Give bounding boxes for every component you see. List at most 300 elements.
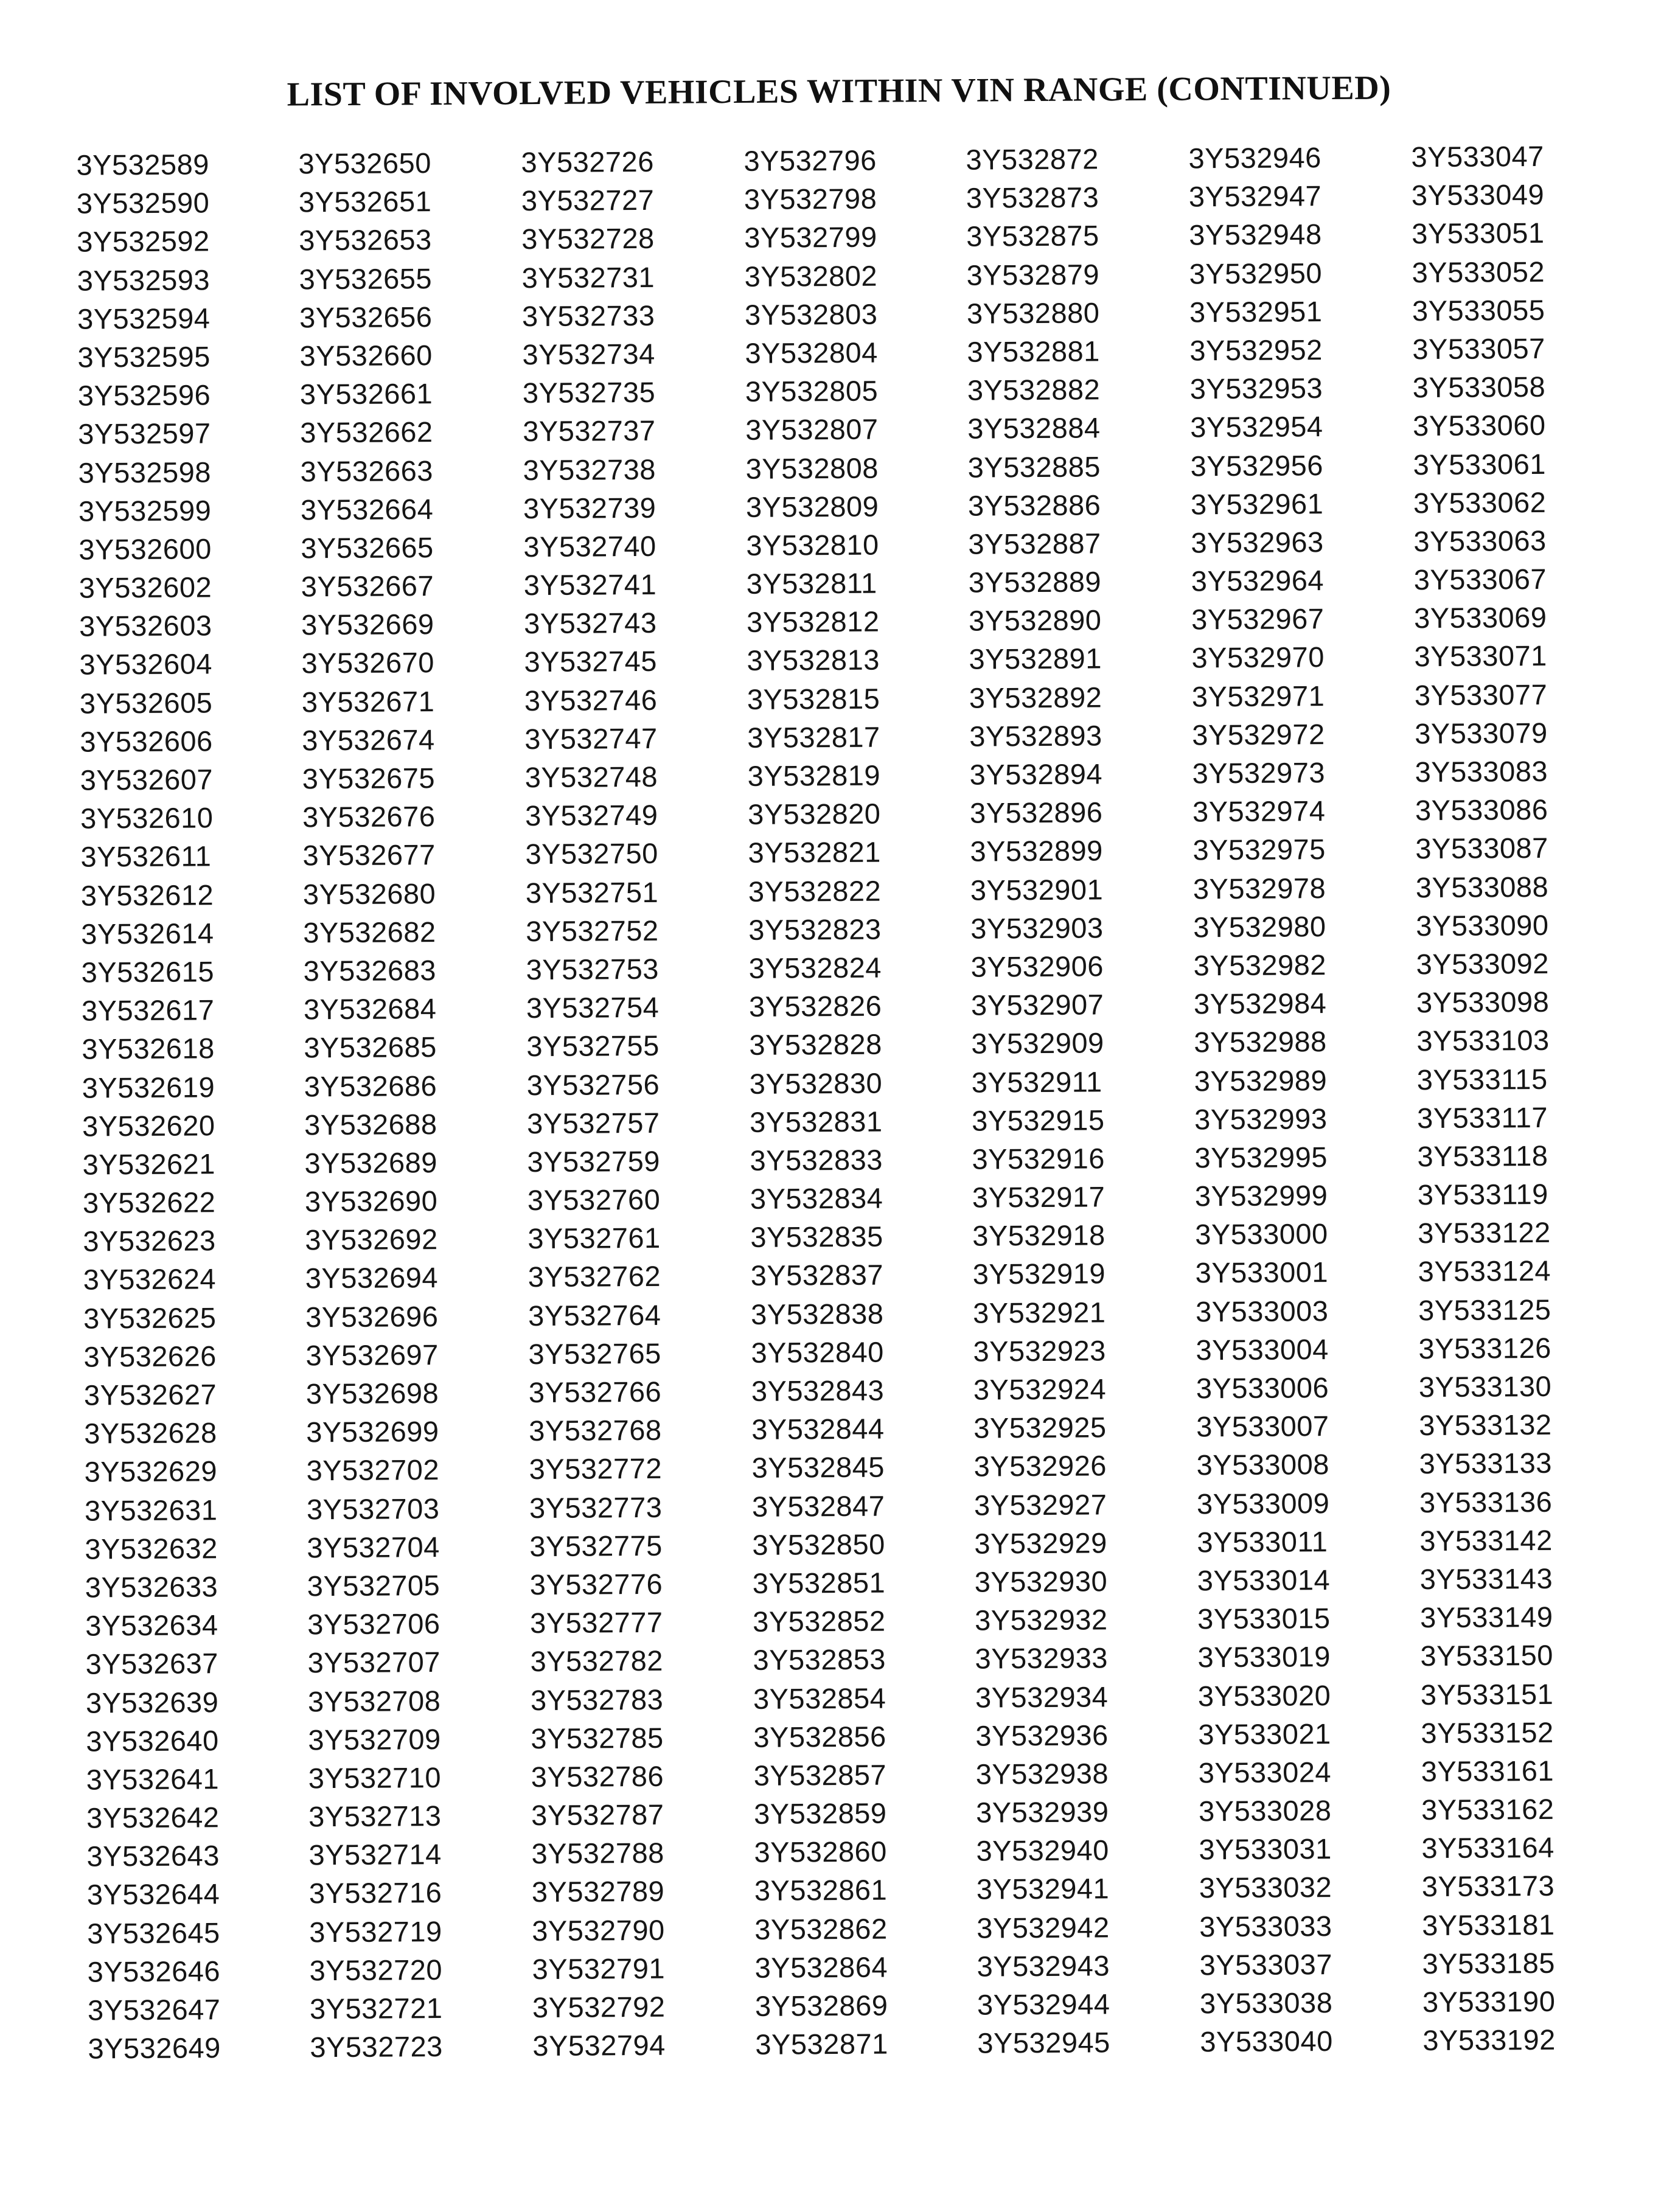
vin-entry: 3Y532973 (1192, 756, 1326, 790)
vin-entry: 3Y532663 (300, 454, 434, 487)
vin-entry: 3Y532655 (299, 262, 433, 295)
vin-entry: 3Y533086 (1415, 793, 1548, 827)
vin-entry: 3Y532685 (304, 1031, 437, 1064)
vin-entry: 3Y533164 (1421, 1831, 1554, 1865)
vin-entry: 3Y532656 (299, 300, 433, 334)
vin-entry: 3Y532590 (76, 186, 210, 220)
vin-entry: 3Y532628 (84, 1416, 217, 1450)
vin-entry: 3Y532710 (308, 1761, 442, 1795)
vin-entry: 3Y533037 (1199, 1947, 1333, 1981)
vin-entry: 3Y533083 (1415, 754, 1548, 788)
vin-entry: 3Y532661 (299, 377, 433, 411)
vin-entry: 3Y533001 (1195, 1256, 1329, 1289)
vin-entry: 3Y532894 (969, 757, 1103, 791)
vin-entry: 3Y532808 (745, 451, 879, 485)
vin-entry: 3Y533161 (1421, 1754, 1554, 1788)
vin-entry: 3Y532757 (527, 1106, 660, 1139)
vin-entry: 3Y532872 (966, 142, 1099, 176)
vin-entry: 3Y533011 (1197, 1525, 1328, 1559)
vin-entry: 3Y532773 (529, 1490, 663, 1524)
vin-entry: 3Y532637 (85, 1647, 219, 1680)
vin-entry: 3Y532901 (970, 872, 1104, 906)
vin-entry: 3Y532703 (306, 1492, 440, 1525)
vin-entry: 3Y532706 (307, 1607, 440, 1641)
vin-entry: 3Y532756 (526, 1068, 660, 1101)
vin-entry: 3Y532963 (1191, 525, 1324, 559)
vin-entry: 3Y533069 (1413, 601, 1547, 635)
vin-entry: 3Y532941 (976, 1872, 1110, 1906)
vin-entry: 3Y532789 (531, 1875, 665, 1908)
vin-entry: 3Y532918 (972, 1219, 1105, 1252)
vin-entry: 3Y532830 (749, 1066, 883, 1100)
vin-entry: 3Y532850 (752, 1528, 885, 1561)
vin-entry: 3Y533133 (1419, 1447, 1553, 1480)
vin-entry: 3Y532677 (302, 838, 436, 872)
vin-entry: 3Y532726 (521, 145, 655, 179)
vin-entry: 3Y533087 (1415, 832, 1548, 865)
vin-entry: 3Y533014 (1197, 1563, 1331, 1597)
vin-entry: 3Y532605 (79, 686, 213, 720)
vin-entry: 3Y532843 (751, 1374, 885, 1407)
vin-entry: 3Y532785 (531, 1721, 664, 1755)
vin-entry: 3Y533057 (1412, 332, 1545, 366)
vin-entry: 3Y533136 (1419, 1485, 1553, 1518)
vin-entry: 3Y533118 (1417, 1139, 1548, 1173)
vin-entry: 3Y532782 (530, 1644, 664, 1678)
vin-entry: 3Y532728 (521, 222, 655, 256)
vin-entry: 3Y532684 (303, 992, 437, 1026)
vin-entry: 3Y533067 (1413, 562, 1547, 596)
vin-entry: 3Y532794 (532, 2028, 666, 2062)
vin-entry: 3Y532786 (531, 1759, 664, 1793)
vin-entry: 3Y532776 (529, 1567, 663, 1601)
vin-entry: 3Y532880 (966, 296, 1100, 330)
vin-entry: 3Y532879 (966, 257, 1100, 291)
vin-entry: 3Y533150 (1420, 1639, 1554, 1672)
vin-entry: 3Y533020 (1197, 1678, 1331, 1712)
vin-entry: 3Y533007 (1196, 1410, 1329, 1443)
vin-entry: 3Y532975 (1192, 833, 1326, 866)
vin-entry: 3Y532595 (77, 340, 211, 374)
vin-entry: 3Y532720 (309, 1953, 443, 1987)
vin-entry: 3Y532889 (968, 565, 1102, 599)
vin-entry: 3Y533033 (1199, 1909, 1332, 1943)
vin-entry: 3Y532651 (298, 185, 432, 218)
vin-entry: 3Y532964 (1191, 564, 1325, 597)
vin-entry: 3Y532664 (300, 492, 434, 526)
vin-entry: 3Y532892 (969, 680, 1102, 714)
vin-entry: 3Y533055 (1412, 293, 1545, 327)
vin-entry: 3Y532775 (529, 1529, 663, 1562)
vin-entry: 3Y532896 (969, 796, 1103, 829)
vin-entry: 3Y533119 (1417, 1177, 1548, 1211)
vin-entry: 3Y532634 (85, 1609, 218, 1642)
vin-entry: 3Y532754 (526, 990, 660, 1024)
vin-entry: 3Y532682 (303, 915, 436, 949)
vin-entry: 3Y532646 (87, 1955, 221, 1988)
vin-entry: 3Y533031 (1199, 1832, 1332, 1866)
vin-entry: 3Y532626 (83, 1340, 217, 1373)
vin-entry: 3Y532954 (1190, 410, 1323, 443)
vin-entry: 3Y532812 (747, 605, 880, 639)
vin-entry: 3Y532752 (526, 914, 659, 947)
vin-entry: 3Y532944 (977, 1988, 1110, 2021)
vin-entry: 3Y532929 (974, 1526, 1107, 1560)
vin-entry: 3Y532903 (970, 911, 1104, 945)
vin-entry: 3Y532596 (77, 378, 211, 412)
vin-entry: 3Y533009 (1196, 1486, 1330, 1520)
vin-entry: 3Y532845 (751, 1450, 885, 1484)
vin-entry: 3Y532840 (751, 1335, 884, 1369)
vin-entry: 3Y532847 (751, 1489, 885, 1523)
vin-entry: 3Y532689 (304, 1146, 438, 1180)
vin-entry: 3Y532650 (298, 147, 432, 180)
vin-entry: 3Y532970 (1191, 641, 1325, 674)
vin-entry: 3Y532834 (750, 1181, 883, 1215)
vin-entry: 3Y532640 (86, 1723, 219, 1758)
vin-entry: 3Y532739 (523, 491, 656, 524)
vin-entry: 3Y532942 (977, 1910, 1110, 1944)
vin-entry: 3Y532696 (305, 1299, 439, 1333)
vin-entry: 3Y532671 (301, 684, 435, 718)
vin-entry: 3Y533149 (1420, 1600, 1553, 1634)
vin-entry: 3Y532735 (522, 375, 656, 409)
vin-entry: 3Y532603 (79, 609, 212, 642)
vin-entry: 3Y532972 (1192, 717, 1325, 751)
vin-entry: 3Y532643 (86, 1839, 220, 1873)
vin-entry: 3Y532622 (82, 1186, 216, 1219)
vin-entry: 3Y533077 (1414, 678, 1548, 711)
vin-entry: 3Y532856 (753, 1720, 886, 1753)
vin-entry: 3Y532907 (970, 988, 1104, 1021)
vin-entry: 3Y532927 (973, 1487, 1107, 1522)
vin-entry: 3Y533192 (1422, 2023, 1556, 2057)
vin-entry: 3Y532743 (524, 607, 657, 640)
vin-entry: 3Y532796 (743, 144, 877, 177)
vin-entry: 3Y532906 (970, 950, 1104, 983)
vin-entry: 3Y532632 (85, 1532, 218, 1565)
vin-entry: 3Y532694 (305, 1261, 439, 1295)
vin-entry: 3Y533152 (1421, 1716, 1554, 1749)
vin-entry: 3Y532674 (302, 723, 435, 757)
vin-entry: 3Y533088 (1415, 870, 1549, 903)
vin-entry: 3Y532989 (1194, 1063, 1328, 1097)
vin-entry: 3Y532599 (78, 493, 212, 527)
vin-entry: 3Y532631 (84, 1493, 218, 1527)
vin-entry: 3Y532925 (973, 1411, 1107, 1444)
vin-entry: 3Y532890 (968, 603, 1102, 637)
vin-entry: 3Y532713 (308, 1800, 442, 1833)
vin-entry: 3Y532810 (746, 528, 879, 562)
vin-entry: 3Y532746 (524, 683, 658, 717)
vin-entry: 3Y532835 (750, 1220, 883, 1254)
vin-entry: 3Y532662 (300, 416, 433, 449)
vin-entry: 3Y532699 (306, 1415, 439, 1449)
vin-entry: 3Y532873 (966, 181, 1099, 214)
vin-entry: 3Y533000 (1195, 1217, 1328, 1251)
vin-entry: 3Y532702 (306, 1453, 440, 1487)
vin-entry: 3Y533063 (1413, 524, 1547, 558)
vin-entry: 3Y532809 (745, 490, 879, 523)
vin-entry: 3Y532945 (977, 2026, 1110, 2059)
vin-entry: 3Y532592 (77, 224, 210, 259)
vin-entry: 3Y532934 (975, 1680, 1109, 1714)
vin-entry: 3Y532838 (750, 1297, 884, 1330)
vin-entry: 3Y532598 (78, 455, 212, 489)
vin-entry: 3Y532675 (302, 762, 436, 795)
vin-entry: 3Y532602 (78, 571, 212, 604)
vin-entry: 3Y532923 (973, 1334, 1106, 1368)
vin-entry: 3Y533190 (1422, 1984, 1556, 2019)
vin-entry: 3Y532612 (80, 878, 214, 912)
vin-entry: 3Y532869 (754, 1989, 888, 2022)
vin-entry: 3Y532619 (82, 1070, 215, 1104)
vin-entry: 3Y533117 (1416, 1101, 1548, 1134)
vin-entry: 3Y533124 (1418, 1254, 1551, 1288)
vin-entry: 3Y532639 (85, 1685, 219, 1719)
vin-entry: 3Y532641 (86, 1762, 220, 1796)
vin-entry: 3Y532956 (1190, 448, 1324, 482)
vin-entry: 3Y533130 (1418, 1369, 1552, 1403)
vin-entry: 3Y532930 (974, 1565, 1108, 1598)
vin-entry: 3Y532862 (754, 1912, 888, 1946)
vin-entry: 3Y532947 (1188, 179, 1322, 213)
vin-entry: 3Y532882 (967, 373, 1101, 406)
vin-entry: 3Y532772 (529, 1452, 663, 1486)
vin-entry: 3Y533052 (1412, 255, 1545, 288)
vin-entry: 3Y533122 (1418, 1216, 1551, 1250)
vin-entry: 3Y532676 (302, 800, 436, 833)
vin-entry: 3Y532980 (1193, 909, 1326, 944)
vin-entry: 3Y532745 (524, 645, 658, 678)
vin-entry: 3Y532993 (1194, 1102, 1328, 1136)
vin-entry: 3Y532615 (81, 955, 215, 989)
vin-entry: 3Y532697 (305, 1338, 439, 1372)
vin-entry: 3Y533060 (1413, 409, 1546, 442)
vin-entry: 3Y532974 (1192, 795, 1326, 828)
vin-entry: 3Y533103 (1416, 1024, 1550, 1057)
vin-entry: 3Y532939 (975, 1795, 1109, 1829)
vin-entry: 3Y532618 (82, 1032, 215, 1065)
vin-entry: 3Y532820 (747, 797, 881, 831)
vin-entry: 3Y532719 (309, 1915, 442, 1948)
vin-entry: 3Y532764 (527, 1298, 661, 1332)
vin-entry: 3Y532999 (1194, 1179, 1328, 1212)
vin-entry: 3Y532807 (745, 412, 879, 447)
vin-entry: 3Y532649 (88, 2031, 221, 2065)
vin-entry: 3Y532594 (77, 302, 211, 335)
vin-entry: 3Y533071 (1414, 639, 1548, 673)
vin-entry: 3Y532750 (525, 837, 658, 871)
vin-entry: 3Y532802 (744, 259, 878, 293)
vin-entry: 3Y532765 (528, 1337, 661, 1370)
vin-entry: 3Y532891 (969, 642, 1102, 676)
vin-entry: 3Y532620 (82, 1108, 215, 1143)
vin-entry: 3Y532791 (532, 1952, 666, 1985)
vin-entry: 3Y532723 (310, 2030, 443, 2064)
vin-entry: 3Y532948 (1189, 218, 1322, 251)
vin-entry: 3Y532817 (747, 720, 880, 754)
vin-entry: 3Y532859 (753, 1796, 887, 1830)
vin-entry: 3Y532607 (80, 763, 214, 796)
vin-entry: 3Y532625 (83, 1301, 217, 1335)
vin-entry: 3Y532783 (530, 1683, 664, 1716)
vin-entry: 3Y532852 (753, 1604, 886, 1638)
vin-entry: 3Y532680 (302, 877, 436, 910)
vin-entry: 3Y532647 (87, 1993, 221, 2026)
vin-entry: 3Y532860 (754, 1835, 888, 1869)
vin-entry: 3Y532747 (524, 722, 658, 755)
vin-entry: 3Y532617 (81, 993, 215, 1027)
vin-entry: 3Y532822 (748, 874, 882, 908)
vin-entry: 3Y532932 (975, 1603, 1108, 1636)
vin-entry: 3Y533092 (1416, 947, 1550, 981)
vin-entry: 3Y533038 (1199, 1986, 1333, 2020)
vin-entry: 3Y532909 (971, 1026, 1104, 1060)
vin-entry: 3Y533032 (1199, 1871, 1332, 1904)
vin-entry: 3Y532804 (745, 336, 878, 369)
vin-entry: 3Y532884 (967, 411, 1101, 445)
vin-entry: 3Y532936 (975, 1719, 1109, 1752)
vin-entry: 3Y532669 (301, 608, 434, 641)
vin-entry: 3Y532611 (80, 840, 212, 873)
vin-entry: 3Y532899 (970, 834, 1103, 868)
vin-entry: 3Y532716 (308, 1876, 442, 1910)
vin-entry: 3Y532740 (523, 529, 656, 563)
vin-entry: 3Y532875 (966, 219, 1099, 253)
vin-entry: 3Y532833 (750, 1143, 883, 1177)
vin-entry: 3Y532731 (521, 260, 655, 294)
vin-entry: 3Y533142 (1419, 1523, 1553, 1557)
vin-entry: 3Y532624 (83, 1262, 217, 1296)
vin-entry: 3Y533162 (1421, 1792, 1554, 1826)
vin-entry: 3Y532924 (973, 1372, 1107, 1406)
vin-entry: 3Y532714 (308, 1838, 442, 1871)
vin-entry: 3Y533143 (1419, 1562, 1553, 1596)
vin-entry: 3Y532593 (77, 263, 211, 297)
vin-entry: 3Y532831 (750, 1105, 883, 1138)
vin-entry: 3Y532688 (304, 1107, 437, 1141)
vin-entry: 3Y532952 (1189, 333, 1323, 367)
vin-entry: 3Y532984 (1193, 987, 1327, 1020)
vin-entry: 3Y533004 (1196, 1332, 1329, 1366)
vin-entry: 3Y532953 (1189, 372, 1323, 405)
vin-entry: 3Y532759 (527, 1144, 661, 1178)
vin-entry: 3Y532885 (967, 450, 1101, 484)
vin-entry: 3Y532844 (751, 1412, 885, 1446)
vin-entry: 3Y533061 (1413, 447, 1547, 481)
vin-entry: 3Y532692 (305, 1223, 438, 1256)
vin-entry: 3Y532799 (744, 220, 877, 254)
vin-entry: 3Y532698 (305, 1377, 439, 1410)
vin-entry: 3Y532760 (527, 1183, 661, 1217)
vin-entry: 3Y532857 (753, 1758, 887, 1792)
vin-entry: 3Y532707 (307, 1646, 441, 1679)
vin-column-5 (966, 139, 1178, 2062)
vin-entry: 3Y533049 (1411, 178, 1545, 212)
vin-entry: 3Y532653 (299, 223, 432, 257)
vin-entry: 3Y532660 (299, 338, 433, 372)
vin-entry: 3Y532642 (86, 1801, 220, 1834)
vin-entry: 3Y532606 (80, 725, 213, 758)
vin-entry: 3Y532737 (523, 414, 656, 448)
vin-entry: 3Y532633 (85, 1570, 218, 1604)
vin-entry: 3Y532762 (527, 1260, 661, 1293)
vin-entry: 3Y532978 (1192, 871, 1326, 905)
vin-entry: 3Y532704 (307, 1530, 440, 1564)
vin-entry: 3Y532690 (304, 1184, 438, 1218)
vin-entry: 3Y533006 (1196, 1371, 1329, 1405)
vin-entry: 3Y532951 (1189, 294, 1323, 329)
vin-entry: 3Y532950 (1189, 256, 1323, 290)
vin-entry: 3Y532600 (78, 532, 212, 566)
vin-entry: 3Y532645 (87, 1916, 220, 1950)
vin-entry: 3Y532940 (976, 1834, 1109, 1867)
vin-entry: 3Y532727 (521, 184, 655, 217)
vin-entry: 3Y533021 (1198, 1717, 1331, 1751)
vin-entry: 3Y532887 (968, 527, 1101, 560)
vin-entry: 3Y532926 (973, 1449, 1107, 1483)
vin-entry: 3Y532861 (754, 1873, 888, 1907)
vin-entry: 3Y533062 (1413, 485, 1547, 519)
vin-entry: 3Y532790 (532, 1913, 665, 1947)
vin-entry: 3Y532864 (754, 1950, 888, 1984)
vin-entry: 3Y532988 (1194, 1025, 1327, 1059)
vin-entry: 3Y532741 (523, 568, 657, 602)
vin-entry: 3Y532721 (309, 1992, 443, 2025)
vin-entry: 3Y533090 (1416, 908, 1549, 942)
vin-entry: 3Y532943 (977, 1949, 1110, 1983)
vin-entry: 3Y532755 (526, 1029, 660, 1063)
page-title: LIST OF INVOLVED VEHICLES WITHIN VIN RANGE (CONTINUED) (287, 69, 1391, 114)
vin-entry: 3Y533028 (1198, 1794, 1332, 1828)
vin-entry: 3Y532644 (86, 1877, 220, 1911)
vin-entry: 3Y533185 (1422, 1946, 1556, 1980)
vin-entry: 3Y532751 (525, 875, 659, 909)
vin-entry: 3Y533132 (1419, 1408, 1552, 1442)
vin-entry: 3Y532826 (748, 989, 882, 1023)
vin-entry: 3Y533079 (1415, 716, 1548, 750)
vin-column-2 (298, 143, 510, 2066)
vin-entry: 3Y533126 (1418, 1331, 1551, 1365)
vin-entry: 3Y532629 (84, 1455, 218, 1488)
vin-entry: 3Y532670 (301, 646, 435, 680)
vin-entry: 3Y533008 (1196, 1448, 1330, 1481)
vin-entry: 3Y533024 (1198, 1755, 1332, 1789)
vin-entry: 3Y532753 (526, 952, 660, 986)
vin-entry: 3Y532623 (83, 1224, 216, 1257)
vin-entry: 3Y532798 (743, 182, 877, 216)
vin-entry: 3Y533047 (1411, 139, 1544, 173)
vin-entry: 3Y532828 (749, 1028, 882, 1062)
vin-entry: 3Y532933 (975, 1641, 1109, 1675)
vin-entry: 3Y532982 (1193, 948, 1327, 982)
vin-entry: 3Y532805 (745, 374, 879, 408)
vin-entry: 3Y533058 (1412, 370, 1546, 404)
vin-entry: 3Y532851 (752, 1566, 886, 1599)
vin-entry: 3Y532824 (748, 951, 882, 984)
vin-entry: 3Y532967 (1191, 602, 1325, 636)
vin-entry: 3Y532708 (307, 1684, 441, 1717)
vin-entry: 3Y532915 (972, 1104, 1105, 1137)
vin-entry: 3Y532665 (301, 530, 434, 565)
vin-entry: 3Y533051 (1412, 217, 1545, 250)
vin-entry: 3Y532971 (1191, 679, 1325, 713)
vin-entry: 3Y532686 (304, 1069, 437, 1102)
vin-entry: 3Y532961 (1190, 487, 1324, 521)
vin-entry: 3Y532917 (972, 1180, 1105, 1214)
vin-entry: 3Y532819 (747, 759, 881, 792)
